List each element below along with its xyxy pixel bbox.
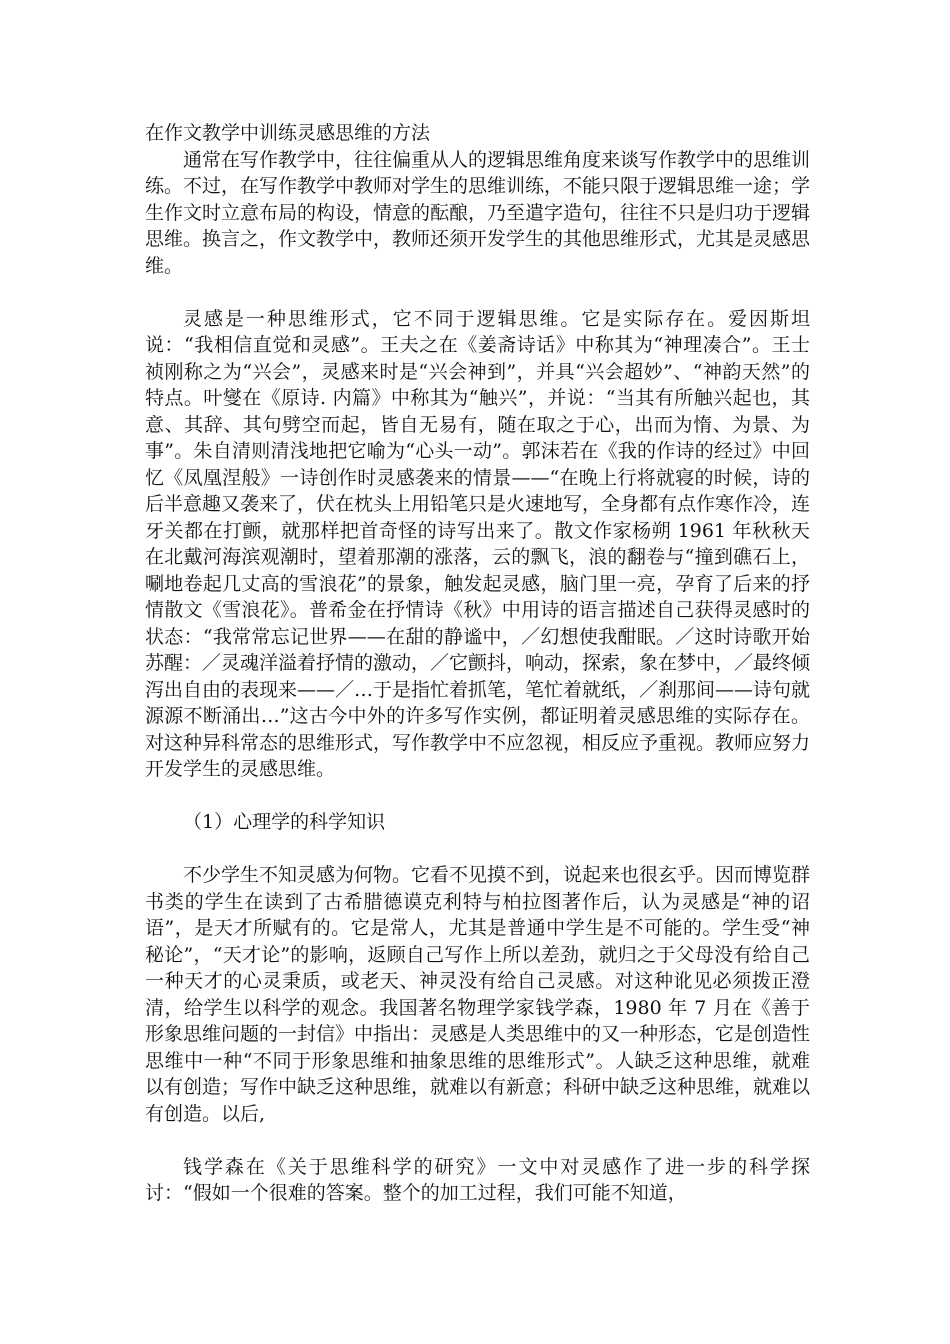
paragraph-spacer — [145, 783, 810, 810]
paragraph-spacer — [145, 1127, 810, 1154]
document-page — [145, 120, 810, 1207]
paragraph-psychology: 不少学生不知灵感为何物。它看不见摸不到，说起来也很玄乎。因而博览群书类的学生在读到了古希腊德谟克利特与柏拉图著作后，认为灵感是“神的诏语”，是天才所赋有的。它是常人，尤其是普通中学生是不可能的。学生受“神秘论”，“天才论”的影响，返顾自己写作上所以差劲，就归之于父母没有给自己一种天才的心灵秉质，或老天、神灵没有给自己灵感。对这种讹见必须拨正澄清，给学生以科学的观念。我国著名物理学家钱学森，1980 年 7 月在《善于形象思维问题的一封信》中指出：灵感是人类思维中的又一种形态，它是创造性思维中一种“不同于形象思维和抽象思维的思维形式”。人缺乏这种思维，就难以有创造；写作中缺乏这种思维，就难以有新意；科研中缺乏这种思维，就难以有创造。以后, — [145, 864, 811, 1125]
document-title: 在作文教学中训练灵感思维的方法 — [145, 122, 431, 144]
paragraph-inspiration: 灵感是一种思维形式，它不同于逻辑思维。它是实际存在。爱因斯坦说：“我相信直觉和灵感”。王夫之在《姜斋诗话》中称其为“神理凑合”。王士祯刚称之为“兴会”，灵感来时是“兴会神到”，并具“兴会超妙”、“神韵天然”的特点。叶燮在《原诗. 内篇》中称其为“触兴”，并说：“当其有所触兴起也，其意、其辞、其句劈空而起，皆自无易有，随在取之于心，出而为惰、为景、为事”。朱自清则清浅地把它喻为“心头一动”。郭沫若在《我的作诗的经过》中回忆《凤凰涅般》一诗创作时灵感袭来的情景——“在晚上行将就寝的时候，诗的后半意趣又袭来了，伏在枕头上用铅笔只是火速地写，全身都有点作寒作冷，连牙关都在打颤，就那样把首奇怪的诗写出来了。散文作家杨朔 1961 年秋秋天在北戴河海滨观潮时，望着那潮的涨落，云的飘飞，浪的翻卷与“撞到礁石上，唰地卷起几丈高的雪浪花”的景象，触发起灵感，脑门里一亮，孕育了后来的抒情散文《雪浪花》。普希金在抒情诗《秋》中用诗的语言描述自己获得灵感时的状态：“我常常忘记世界——在甜的静谧中，／幻想使我酣眠。／这时诗歌开始苏醒：／灵魂洋溢着抒情的激动，／它颤抖，响动，探索，象在梦中，／最终倾泻出自由的表现来——／…于是指忙着抓笔，笔忙着就纸，／刹那间——诗句就源源不断涌出…”这古今中外的许多写作实例，都证明着灵感思维的实际存在。对这种异科常态的思维形式，写作教学中不应忽视，相反应予重视。教师应努力开发学生的灵感思维。 — [145, 307, 811, 780]
paragraph-qian-xuesen: 钱学森在《关于思维科学的研究》一文中对灵感作了进一步的科学探讨：“假如一个很难的答案。整个的加工过程，我们可能不知道， — [145, 1155, 810, 1204]
section-heading: （1）心理学的科学知识 — [183, 811, 386, 833]
paragraph-spacer — [145, 836, 810, 863]
paragraph-spacer — [145, 279, 810, 306]
paragraph-intro: 通常在写作教学中，往往偏重从人的逻辑思维角度来谈写作教学中的思维训练。不过，在写作教学中教师对学生的思维训练，不能只限于逻辑思维一途；学生作文时立意布局的构设，情意的酝酿，乃至遣字造句，往往不只是归功于逻辑思维。换言之，作文教学中，教师还须开发学生的其他思维形式，尤其是灵感思维。 — [145, 148, 811, 277]
